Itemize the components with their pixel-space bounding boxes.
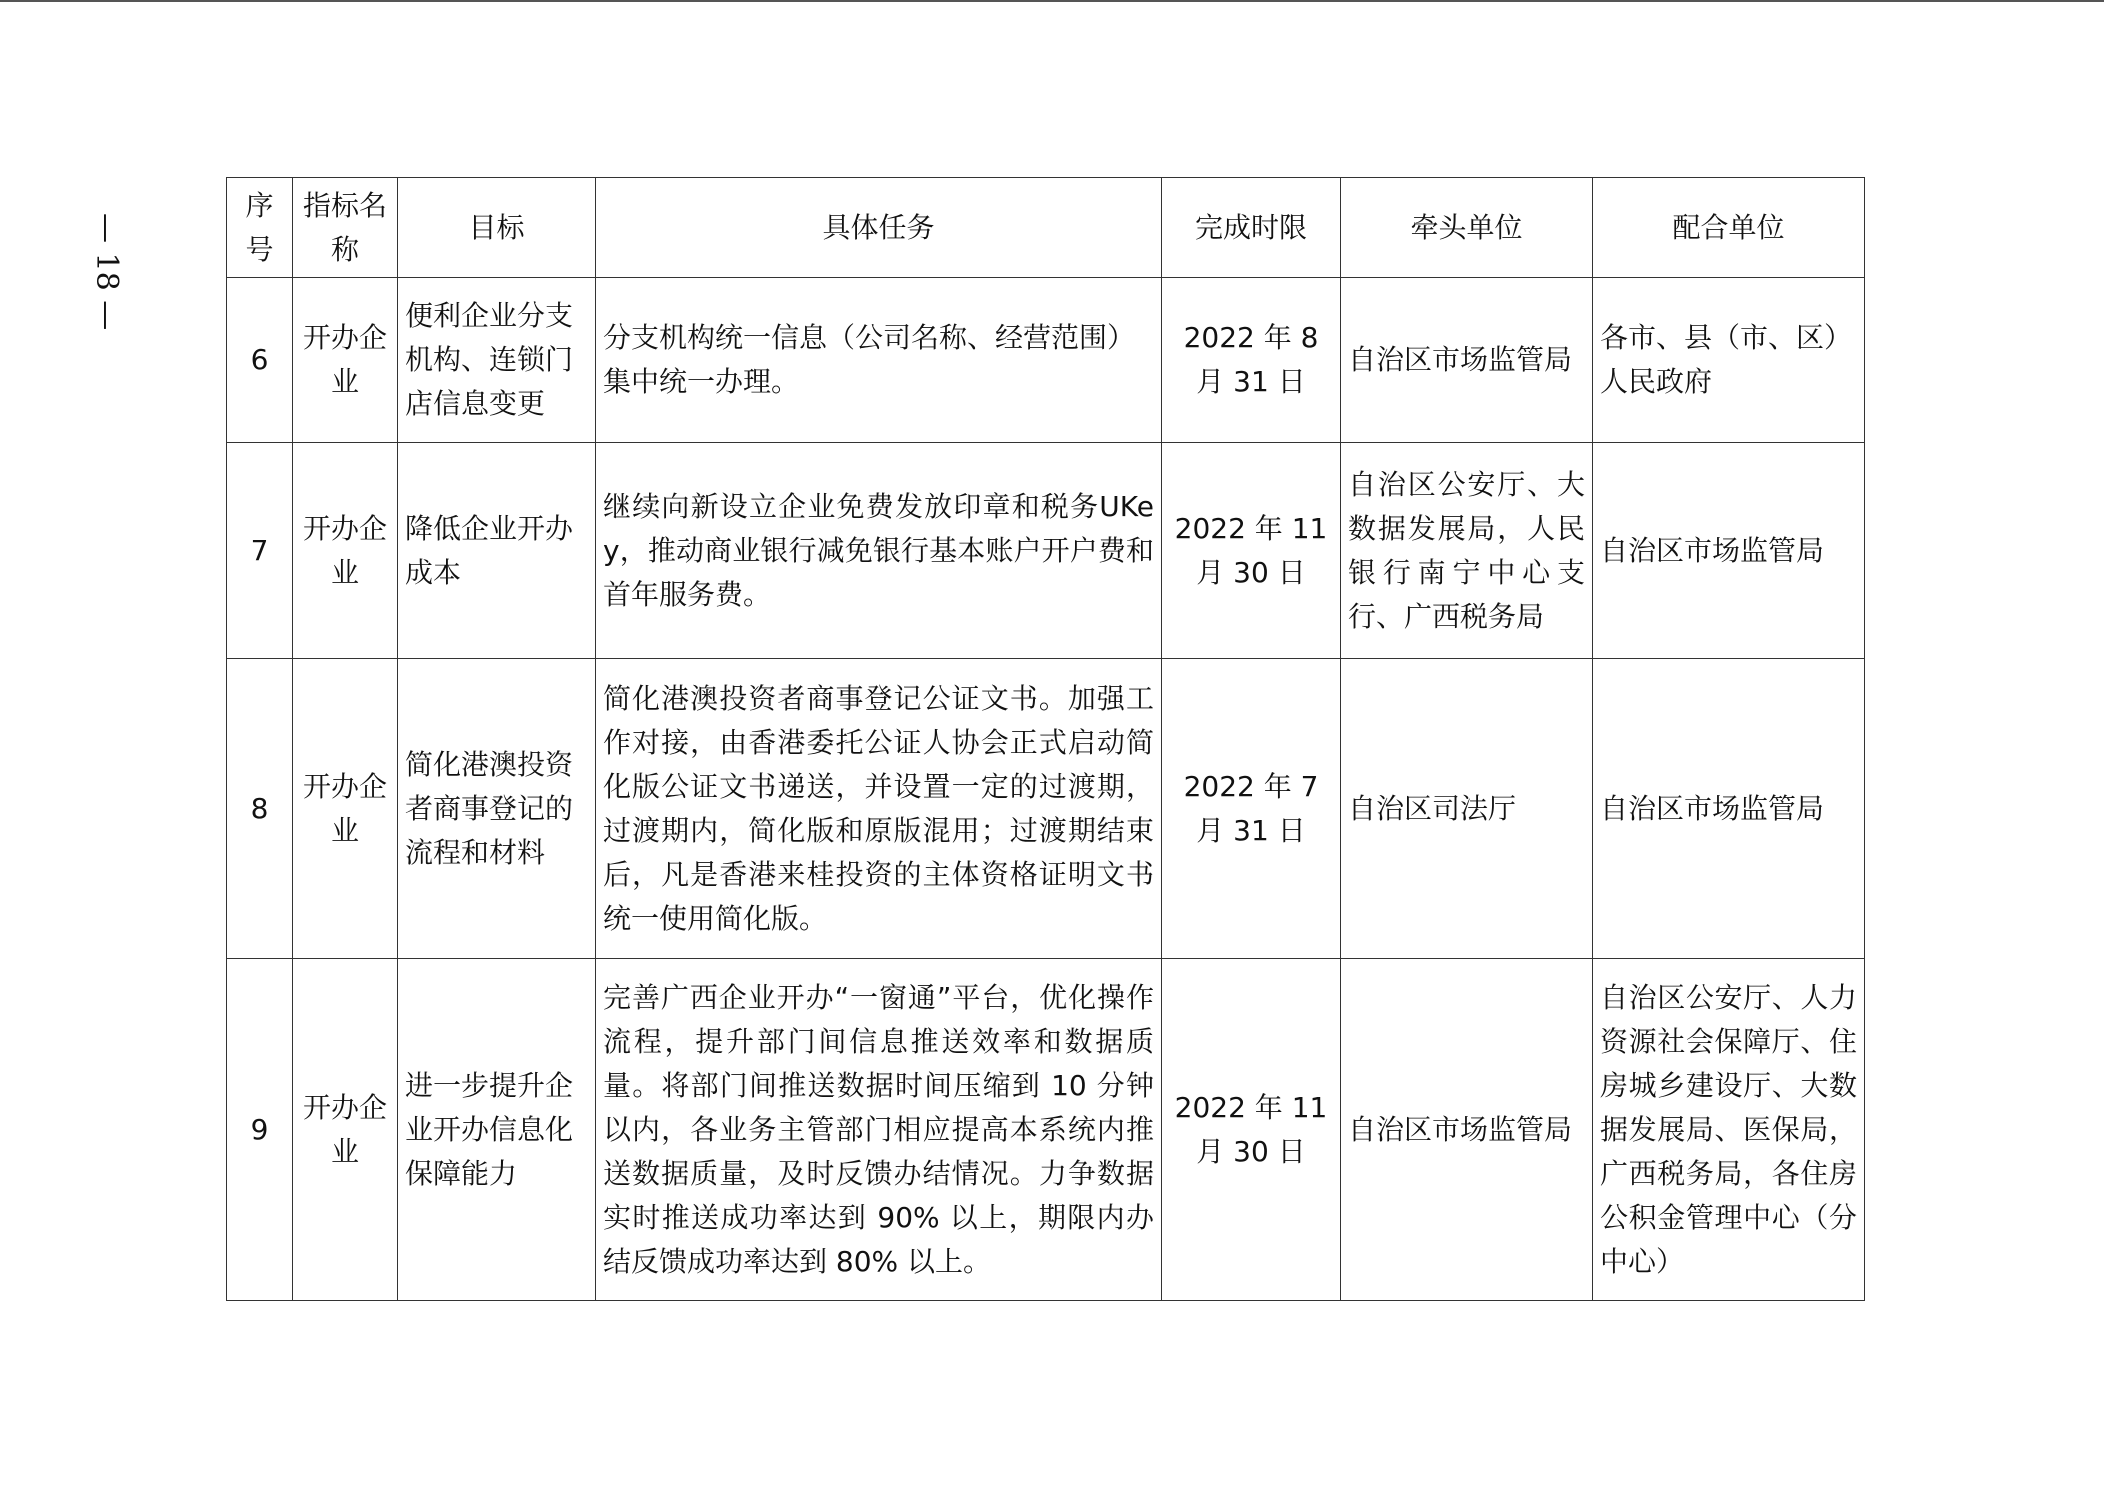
row-task: 完善广西企业开办“一窗通”平台，优化操作流程，提升部门间信息推送效率和数据质量。将部门间推送数据时间压缩到 10 分钟以内，各业务主管部门相应提高本系统内推送数据质量，及时反馈办结情况。力争数据实时推送成功率达到 90% 以上，期限内办结反馈成功率达到 80% 以上。 <box>596 959 1162 1301</box>
table-header-row <box>227 178 1865 278</box>
row-task: 简化港澳投资者商事登记公证文书。加强工作对接，由香港委托公证人协会正式启动简化版公证文书递送，并设置一定的过渡期，过渡期内，简化版和原版混用；过渡期结束后，凡是香港来桂投资的主体资格证明文书统一使用简化版。 <box>596 659 1162 959</box>
row-index: 6 <box>227 278 293 443</box>
row-index: 9 <box>227 959 293 1301</box>
row-indicator: 开办企业 <box>293 659 398 959</box>
top-border-line <box>0 0 2104 2</box>
table-row <box>227 959 1865 1301</box>
header-goal: 目标 <box>398 178 596 278</box>
row-partner: 自治区市场监管局 <box>1593 443 1865 659</box>
row-task: 分支机构统一信息（公司名称、经营范围）集中统一办理。 <box>596 278 1162 443</box>
table-row <box>227 278 1865 443</box>
row-partner: 自治区公安厅、人力资源社会保障厅、住房城乡建设厅、大数据发展局、医保局，广西税务局，各住房公积金管理中心（分中心） <box>1593 959 1865 1301</box>
row-goal: 便利企业分支机构、连锁门店信息变更 <box>398 278 596 443</box>
row-lead: 自治区司法厅 <box>1341 659 1593 959</box>
header-lead: 牵头单位 <box>1341 178 1593 278</box>
row-partner: 各市、县（市、区）人民政府 <box>1593 278 1865 443</box>
row-lead: 自治区公安厅、大数据发展局，人民银行南宁中心支行、广西税务局 <box>1341 443 1593 659</box>
table-row <box>227 659 1865 959</box>
header-task: 具体任务 <box>596 178 1162 278</box>
row-task: 继续向新设立企业免费发放印章和税务UKey，推动商业银行减免银行基本账户开户费和首年服务费。 <box>596 443 1162 659</box>
row-lead: 自治区市场监管局 <box>1341 278 1593 443</box>
header-index: 序号 <box>227 178 293 278</box>
page-number: — 18 — <box>89 213 124 331</box>
task-table <box>226 177 1865 1301</box>
header-deadline: 完成时限 <box>1162 178 1341 278</box>
row-index: 8 <box>227 659 293 959</box>
header-indicator: 指标名称 <box>293 178 398 278</box>
row-deadline: 2022 年 11 月 30 日 <box>1162 959 1341 1301</box>
row-goal: 降低企业开办成本 <box>398 443 596 659</box>
header-partner: 配合单位 <box>1593 178 1865 278</box>
row-lead: 自治区市场监管局 <box>1341 959 1593 1301</box>
row-deadline: 2022 年 11 月 30 日 <box>1162 443 1341 659</box>
row-deadline: 2022 年 7 月 31 日 <box>1162 659 1341 959</box>
table-row <box>227 443 1865 659</box>
row-indicator: 开办企业 <box>293 278 398 443</box>
row-indicator: 开办企业 <box>293 959 398 1301</box>
row-partner: 自治区市场监管局 <box>1593 659 1865 959</box>
row-deadline: 2022 年 8 月 31 日 <box>1162 278 1341 443</box>
row-goal: 进一步提升企业开办信息化保障能力 <box>398 959 596 1301</box>
row-goal: 简化港澳投资者商事登记的流程和材料 <box>398 659 596 959</box>
row-indicator: 开办企业 <box>293 443 398 659</box>
row-index: 7 <box>227 443 293 659</box>
